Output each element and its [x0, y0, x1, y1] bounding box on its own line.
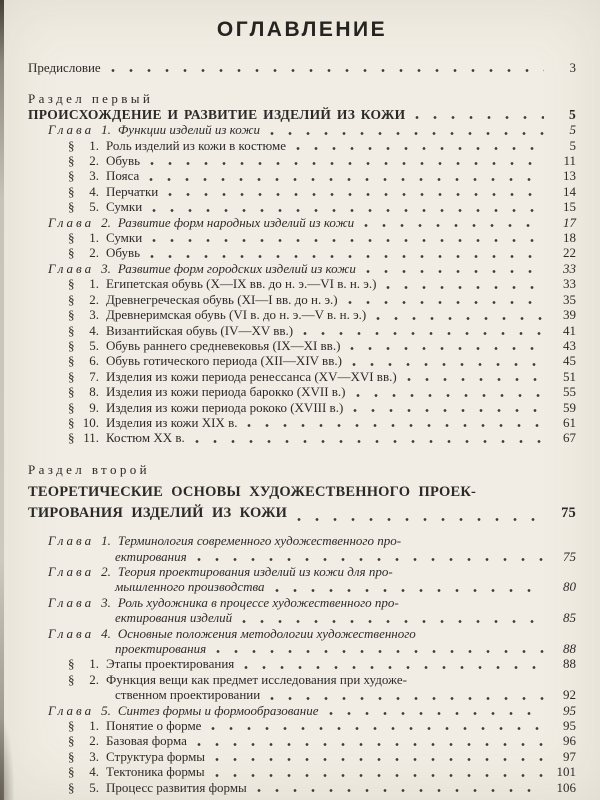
- toc-line: [68, 415, 576, 430]
- entry-text: Обувь: [106, 245, 141, 261]
- paragraph-number: 7.: [89, 368, 99, 384]
- dot-leader: [275, 583, 544, 593]
- dot-leader: [215, 752, 544, 762]
- paragraph-number: 6.: [89, 353, 99, 369]
- toc-entry-label: [28, 462, 576, 477]
- entry-text: Процесс развития формы: [106, 779, 247, 795]
- page-number: 101: [556, 764, 576, 780]
- dot-leader: [247, 418, 544, 428]
- toc-entry-rtitle1: [28, 107, 576, 122]
- section-mark: §: [68, 276, 75, 292]
- entry-text: Теория проектирования изделий из кожи для про-: [117, 563, 393, 579]
- toc-entry-para: [68, 780, 576, 795]
- page-number: 43: [563, 337, 576, 353]
- chapter-number: 5.: [101, 702, 111, 718]
- paragraph-number: 1.: [89, 137, 99, 153]
- toc-entry-para: [68, 415, 576, 430]
- page-number: 80: [563, 579, 576, 595]
- entry-text: Изделия из кожи периода рококо (XVIII в.): [106, 399, 344, 415]
- entry-text: Перчатки: [106, 183, 159, 199]
- entry-text: проектирования: [115, 641, 207, 656]
- dot-leader: [150, 156, 544, 166]
- paragraph-number: 1.: [89, 656, 99, 672]
- chapter-number: 1.: [101, 122, 111, 138]
- paragraph-number: 9.: [89, 399, 99, 415]
- page-number: 5: [569, 137, 576, 153]
- paragraph-number: 11.: [83, 430, 99, 446]
- section-mark: §: [68, 764, 75, 780]
- paragraph-number: 1.: [89, 718, 99, 734]
- dot-leader: [356, 388, 545, 398]
- section-mark: §: [68, 291, 75, 307]
- toc-line: [48, 626, 576, 641]
- page-number: 97: [563, 748, 576, 764]
- entry-text: Понятие о форме: [106, 718, 202, 734]
- section-mark: §: [68, 430, 75, 446]
- page-number: 5: [568, 106, 576, 122]
- dot-leader: [152, 233, 544, 243]
- toc-entry-para: [68, 230, 576, 245]
- toc-line: [28, 60, 576, 75]
- entry-text: Сумки: [106, 199, 143, 215]
- toc-entry-chapter: [48, 122, 576, 137]
- page-number: 51: [563, 368, 576, 384]
- dot-leader: [195, 434, 544, 444]
- toc-line: [48, 215, 576, 230]
- toc-line: [68, 199, 576, 214]
- entry-text: Базовая форма: [106, 733, 187, 749]
- dot-leader: [168, 187, 544, 197]
- toc-entry-para: [68, 138, 576, 153]
- toc-line: [115, 610, 576, 625]
- toc-entry-chapter: [48, 626, 576, 657]
- page-number: 13: [563, 168, 576, 184]
- entry-text: Тектоника формы: [106, 764, 205, 780]
- paragraph-number: 10.: [82, 414, 99, 430]
- toc-entry-preface: [28, 60, 576, 75]
- toc-entry-para: [68, 764, 576, 779]
- toc-line: [68, 656, 576, 671]
- toc-entry-rtitle2: [28, 482, 576, 524]
- dot-leader: [364, 218, 544, 228]
- chapter-number: 2.: [101, 563, 111, 579]
- entry-text: ПРОИСХОЖДЕНИЕ И РАЗВИТИЕ ИЗДЕЛИЙ ИЗ КОЖИ: [28, 106, 406, 122]
- paragraph-number: 1.: [89, 230, 99, 246]
- toc-entry-para: [68, 245, 576, 260]
- page-number: 5: [569, 122, 576, 138]
- entry-text: Обувь готического периода (XII—XIV вв.): [106, 353, 342, 369]
- entry-text: Функции изделий из кожи: [117, 122, 261, 138]
- section-mark: §: [68, 399, 75, 415]
- page-number: 17: [563, 214, 576, 230]
- section-mark: §: [68, 779, 75, 795]
- chapter-number: 3.: [101, 260, 111, 276]
- page-number: 92: [563, 687, 576, 703]
- page-number: 45: [563, 353, 576, 369]
- entry-text: Египетская обувь (X—IX вв. до н. э.—VI в. н. э.): [106, 276, 377, 292]
- page-number: 88: [563, 641, 576, 656]
- chapter-word: Глава: [48, 533, 95, 549]
- page-number: 3: [569, 60, 576, 75]
- section-mark: §: [68, 748, 75, 764]
- toc-line: [68, 718, 576, 733]
- paragraph-number: 4.: [89, 764, 99, 780]
- page-number: 22: [563, 245, 576, 261]
- toc-line: [28, 503, 576, 524]
- toc-line: [28, 462, 576, 477]
- entry-text: ственном проектировании: [115, 687, 261, 703]
- entry-text: мышленного производства: [115, 579, 265, 595]
- paragraph-number: 2.: [89, 245, 99, 261]
- dot-leader: [150, 249, 544, 259]
- toc-entry-chapter: [48, 703, 576, 718]
- paragraph-number: 2.: [89, 153, 99, 169]
- toc-line: [68, 353, 576, 368]
- entry-text: Роль изделий из кожи в костюме: [106, 137, 287, 153]
- toc-entry-para: [68, 323, 576, 338]
- page-number: 95: [563, 718, 576, 734]
- entry-text: Изделия из кожи периода ренессанса (XV—XVI вв.): [106, 368, 397, 384]
- page-number: 96: [563, 733, 576, 749]
- entry-text: Функция вещи как предмет исследования при художе-: [106, 671, 407, 687]
- toc-line: [48, 261, 576, 276]
- dot-leader: [366, 264, 544, 274]
- toc-line: [68, 184, 576, 199]
- toc-entry-para: [68, 672, 576, 703]
- page-number: 75: [561, 505, 576, 522]
- toc-line: [68, 369, 576, 384]
- toc-line: [68, 733, 576, 748]
- toc-entry-para: [68, 718, 576, 733]
- entry-text: Раздел первый: [28, 91, 154, 107]
- dot-leader: [211, 721, 544, 731]
- entry-text: Сумки: [106, 230, 143, 246]
- toc-entry-para: [68, 749, 576, 764]
- toc-line: [48, 122, 576, 137]
- toc-entry-chapter: [48, 533, 576, 564]
- dot-leader: [152, 203, 544, 213]
- toc-line: [68, 672, 576, 687]
- toc-entry-para: [68, 307, 576, 322]
- entry-text: Развитие форм народных изделий из кожи: [117, 214, 355, 230]
- toc-line: [115, 687, 576, 702]
- toc-line: [68, 292, 576, 307]
- toc-entry-para: [68, 353, 576, 368]
- dot-leader: [348, 295, 544, 305]
- page-number: 106: [556, 779, 576, 795]
- dot-leader: [352, 357, 544, 367]
- toc-line: [68, 338, 576, 353]
- dot-leader: [303, 326, 544, 336]
- entry-text: Обувь: [106, 153, 141, 169]
- chapter-word: Глава: [48, 625, 95, 641]
- toc-line: [68, 384, 576, 399]
- toc-line: [68, 749, 576, 764]
- dot-leader: [353, 403, 544, 413]
- page-number: 15: [563, 199, 576, 215]
- toc-entry-para: [68, 276, 576, 291]
- toc-line: [68, 276, 576, 291]
- entry-text: Византийская обувь (IV—XV вв.): [106, 322, 294, 338]
- paragraph-number: 3.: [89, 168, 99, 184]
- entry-text: ектирования изделий: [115, 610, 233, 626]
- entry-text: Этапы проектирования: [106, 656, 235, 672]
- toc-line: [115, 641, 576, 656]
- toc-entry-para: [68, 400, 576, 415]
- chapter-number: 2.: [101, 214, 111, 230]
- page-number: 18: [563, 230, 576, 246]
- entry-text: Основные положения методологии художественного: [117, 625, 416, 641]
- toc-line: [68, 153, 576, 168]
- entry-text: Терминология современного художественного про-: [117, 533, 402, 549]
- dot-leader: [111, 63, 544, 73]
- entry-text: Предисловие: [28, 60, 101, 75]
- toc-line: [68, 230, 576, 245]
- section-mark: §: [68, 137, 75, 153]
- toc-line: [68, 168, 576, 183]
- entry-text: Изделия из кожи XIX в.: [106, 414, 238, 430]
- page-title: ОГЛАВЛЕНИЕ: [216, 18, 388, 41]
- dot-leader: [297, 512, 544, 522]
- section-mark: §: [68, 230, 75, 246]
- toc-line: [68, 138, 576, 153]
- toc-entry-para: [68, 199, 576, 214]
- entry-text: Изделия из кожи периода барокко (XVII в.): [106, 384, 346, 400]
- paragraph-number: 5.: [89, 779, 99, 795]
- page-number: 33: [563, 276, 576, 292]
- chapter-word: Глава: [48, 122, 95, 138]
- entry-text: Обувь раннего средневековья (IX—XI вв.): [106, 337, 341, 353]
- section-mark: §: [68, 199, 75, 215]
- dot-leader: [386, 280, 544, 290]
- toc-line: [68, 245, 576, 260]
- chapter-word: Глава: [48, 594, 95, 610]
- section-mark: §: [68, 656, 75, 672]
- paragraph-number: 5.: [89, 337, 99, 353]
- toc-line: [48, 564, 576, 579]
- chapter-number: 4.: [101, 625, 111, 641]
- toc-entry-para: [68, 733, 576, 748]
- page-number: 95: [563, 702, 576, 718]
- section-mark: §: [68, 168, 75, 184]
- paragraph-number: 4.: [89, 183, 99, 199]
- entry-text: Древнегреческая обувь (XI—I вв. до н. э.): [106, 291, 338, 307]
- section-mark: §: [68, 153, 75, 169]
- paragraph-number: 3.: [89, 748, 99, 764]
- entry-text: Структура формы: [106, 748, 206, 764]
- paragraph-number: 4.: [89, 322, 99, 338]
- page-number: 75: [563, 548, 576, 564]
- page-number: 11: [563, 153, 576, 169]
- toc-entry-chapter: [48, 215, 576, 230]
- entry-text: Роль художника в процессе художественного про-: [117, 594, 399, 610]
- page-number: 14: [563, 183, 576, 199]
- toc-line: [48, 595, 576, 610]
- toc-entry-para: [68, 430, 576, 445]
- toc-entry-chapter: [48, 564, 576, 595]
- page-number: 61: [563, 414, 576, 430]
- page-number: 85: [563, 610, 576, 626]
- toc-line: [115, 579, 576, 594]
- page-number: 59: [563, 399, 576, 415]
- chapter-number: 3.: [101, 594, 111, 610]
- page-number: 41: [563, 322, 576, 338]
- section-mark: §: [68, 337, 75, 353]
- dot-leader: [270, 126, 544, 136]
- section-mark: §: [68, 353, 75, 369]
- toc-line: [68, 780, 576, 795]
- paragraph-number: 8.: [89, 384, 99, 400]
- section-mark: §: [68, 733, 75, 749]
- toc-line: [68, 400, 576, 415]
- dot-leader: [407, 372, 544, 382]
- section-mark: §: [68, 183, 75, 199]
- paragraph-number: 2.: [89, 733, 99, 749]
- page-number: 33: [563, 260, 576, 276]
- section-mark: §: [68, 671, 75, 687]
- section-mark: §: [68, 245, 75, 261]
- toc-line: [48, 533, 576, 548]
- paragraph-number: 2.: [89, 671, 99, 687]
- toc-entry-para: [68, 369, 576, 384]
- toc-line: [48, 703, 576, 718]
- entry-text: Пояса: [106, 168, 140, 184]
- dot-leader: [270, 691, 544, 701]
- page-number: 88: [563, 656, 576, 672]
- entry-text: ТИРОВАНИЯ ИЗДЕЛИЙ ИЗ КОЖИ: [28, 505, 288, 522]
- entry-text: Древнеримская обувь (VI в. до н. э.—V в. н. э.): [106, 307, 367, 323]
- toc-entry-para: [68, 292, 576, 307]
- paragraph-number: 2.: [89, 291, 99, 307]
- dot-leader: [350, 341, 544, 351]
- entry-text: Синтез формы и формообразование: [117, 702, 319, 718]
- dot-leader: [216, 644, 544, 654]
- toc-entry-para: [68, 184, 576, 199]
- dot-leader: [329, 706, 544, 716]
- toc-line: [68, 323, 576, 338]
- chapter-word: Глава: [48, 214, 95, 230]
- toc-line: [28, 482, 576, 503]
- page-number: 55: [563, 384, 576, 400]
- toc-list: [28, 60, 576, 795]
- section-mark: §: [68, 384, 75, 400]
- entry-text: ектирования: [115, 548, 187, 564]
- paragraph-number: 1.: [89, 276, 99, 292]
- toc-line: [68, 764, 576, 779]
- entry-text: Костюм XX в.: [106, 430, 185, 446]
- dot-leader: [149, 172, 544, 182]
- page-number: 67: [563, 430, 576, 446]
- toc-entry-para: [68, 656, 576, 671]
- toc-entry-chapter: [48, 595, 576, 626]
- section-mark: §: [68, 718, 75, 734]
- toc-entry-chapter: [48, 261, 576, 276]
- toc-line: [28, 91, 576, 106]
- entry-text: Развитие форм городских изделий из кожи: [117, 260, 356, 276]
- toc-entry-para: [68, 384, 576, 399]
- dot-leader: [242, 614, 544, 624]
- dot-leader: [197, 737, 544, 747]
- paragraph-number: 3.: [89, 307, 99, 323]
- dot-leader: [244, 660, 544, 670]
- toc-line: [28, 107, 576, 122]
- chapter-word: Глава: [48, 260, 95, 276]
- dot-leader: [197, 552, 544, 562]
- toc-entry-para: [68, 168, 576, 183]
- chapter-word: Глава: [48, 702, 95, 718]
- dot-leader: [376, 311, 544, 321]
- toc-line: [115, 549, 576, 564]
- section-mark: §: [68, 307, 75, 323]
- dot-leader: [257, 783, 544, 793]
- toc-line: [68, 430, 576, 445]
- section-mark: §: [68, 322, 75, 338]
- paragraph-number: 5.: [89, 199, 99, 215]
- dot-leader: [215, 768, 544, 778]
- toc-entry-para: [68, 153, 576, 168]
- dot-leader: [415, 110, 544, 120]
- section-mark: §: [68, 414, 75, 430]
- dot-leader: [296, 141, 544, 151]
- entry-text: Раздел второй: [28, 461, 151, 477]
- chapter-number: 1.: [101, 533, 111, 549]
- page-number: 35: [563, 291, 576, 307]
- entry-text: ТЕОРЕТИЧЕСКИЕ ОСНОВЫ ХУДОЖЕСТВЕННОГО ПРОЕК-: [28, 484, 477, 501]
- toc-entry-para: [68, 338, 576, 353]
- chapter-word: Глава: [48, 563, 95, 579]
- section-mark: §: [68, 368, 75, 384]
- toc-line: [68, 307, 576, 322]
- page-number: 39: [563, 307, 576, 323]
- toc-entry-label: [28, 91, 576, 106]
